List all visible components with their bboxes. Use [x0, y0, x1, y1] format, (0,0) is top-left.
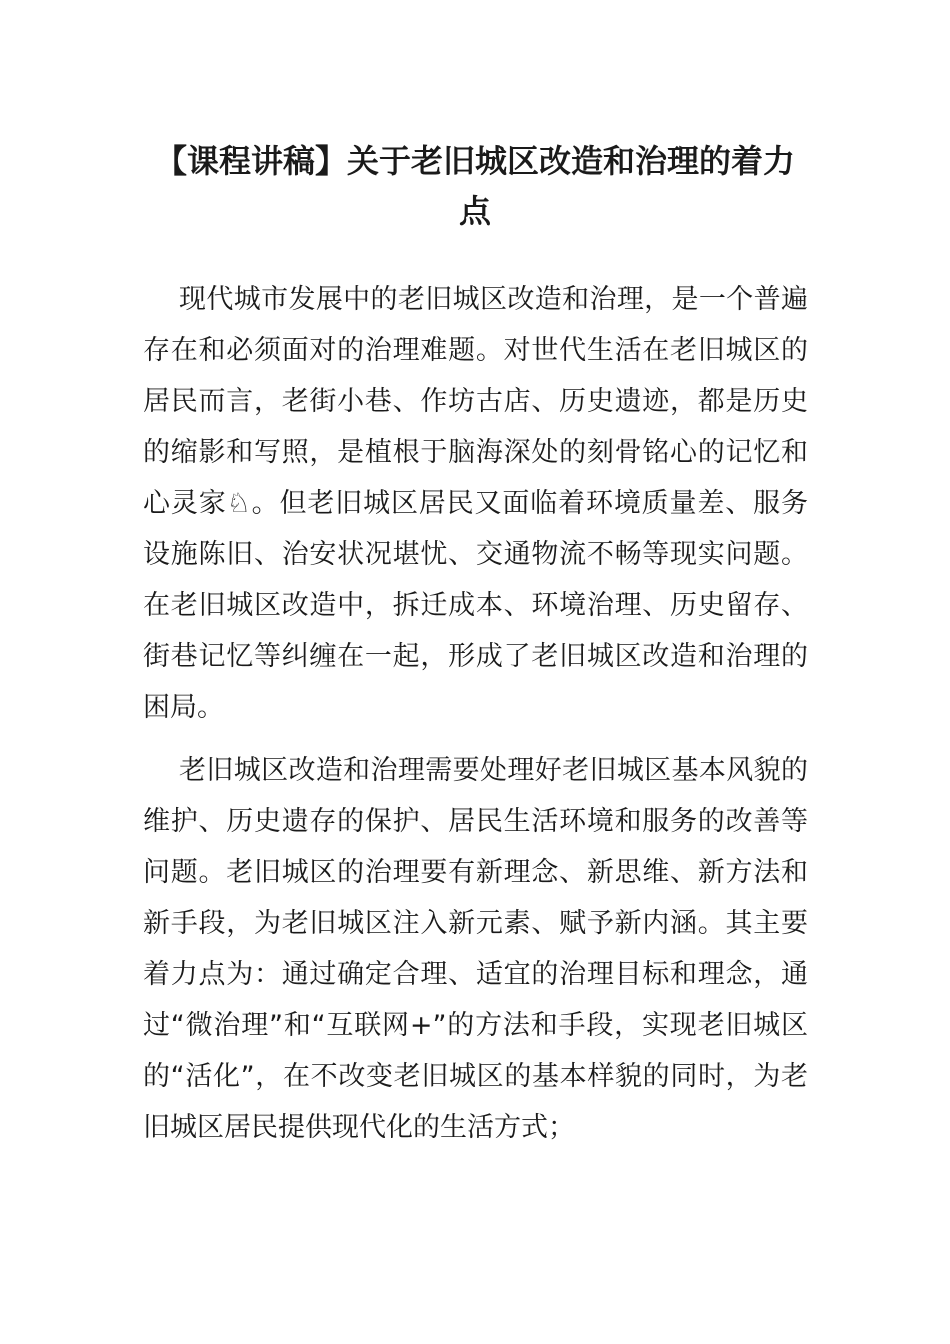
paragraph-1: 现代城市发展中的老旧城区改造和治理，是一个普遍存在和必须面对的治理难题。对世代生活在老旧城区的居民而言，老街小巷、作坊古店、历史遗迹，都是历史的缩影和写照，是植根于脑海深处的刻骨铭心的记忆和心灵家♘。但老旧城区居民又面临着环境质量差、服务设施陈旧、治安状况堪忧、交通物流不畅等现实问题。在老旧城区改造中，拆迁成本、环境治理、历史留存、街巷记忆等纠缠在一起，形成了老旧城区改造和治理的困局。 — [143, 284, 808, 723]
document-body — [143, 274, 808, 1165]
document-title: 【课程讲稿】关于老旧城区改造和治理的着力点 — [154, 142, 795, 230]
paragraph-2: 老旧城区改造和治理需要处理好老旧城区基本风貌的维护、历史遗存的保护、居民生活环境和服务的改善等问题。老旧城区的治理要有新理念、新思维、新方法和新手段，为老旧城区注入新元素、赋予新内涵。其主要着力点为：通过确定合理、适宜的治理目标和理念，通过“微治理”和“互联网+”的方法和手段，实现老旧城区的“活化”，在不改变老旧城区的基本样貌的同时，为老旧城区居民提供现代化的生活方式； — [143, 755, 808, 1143]
